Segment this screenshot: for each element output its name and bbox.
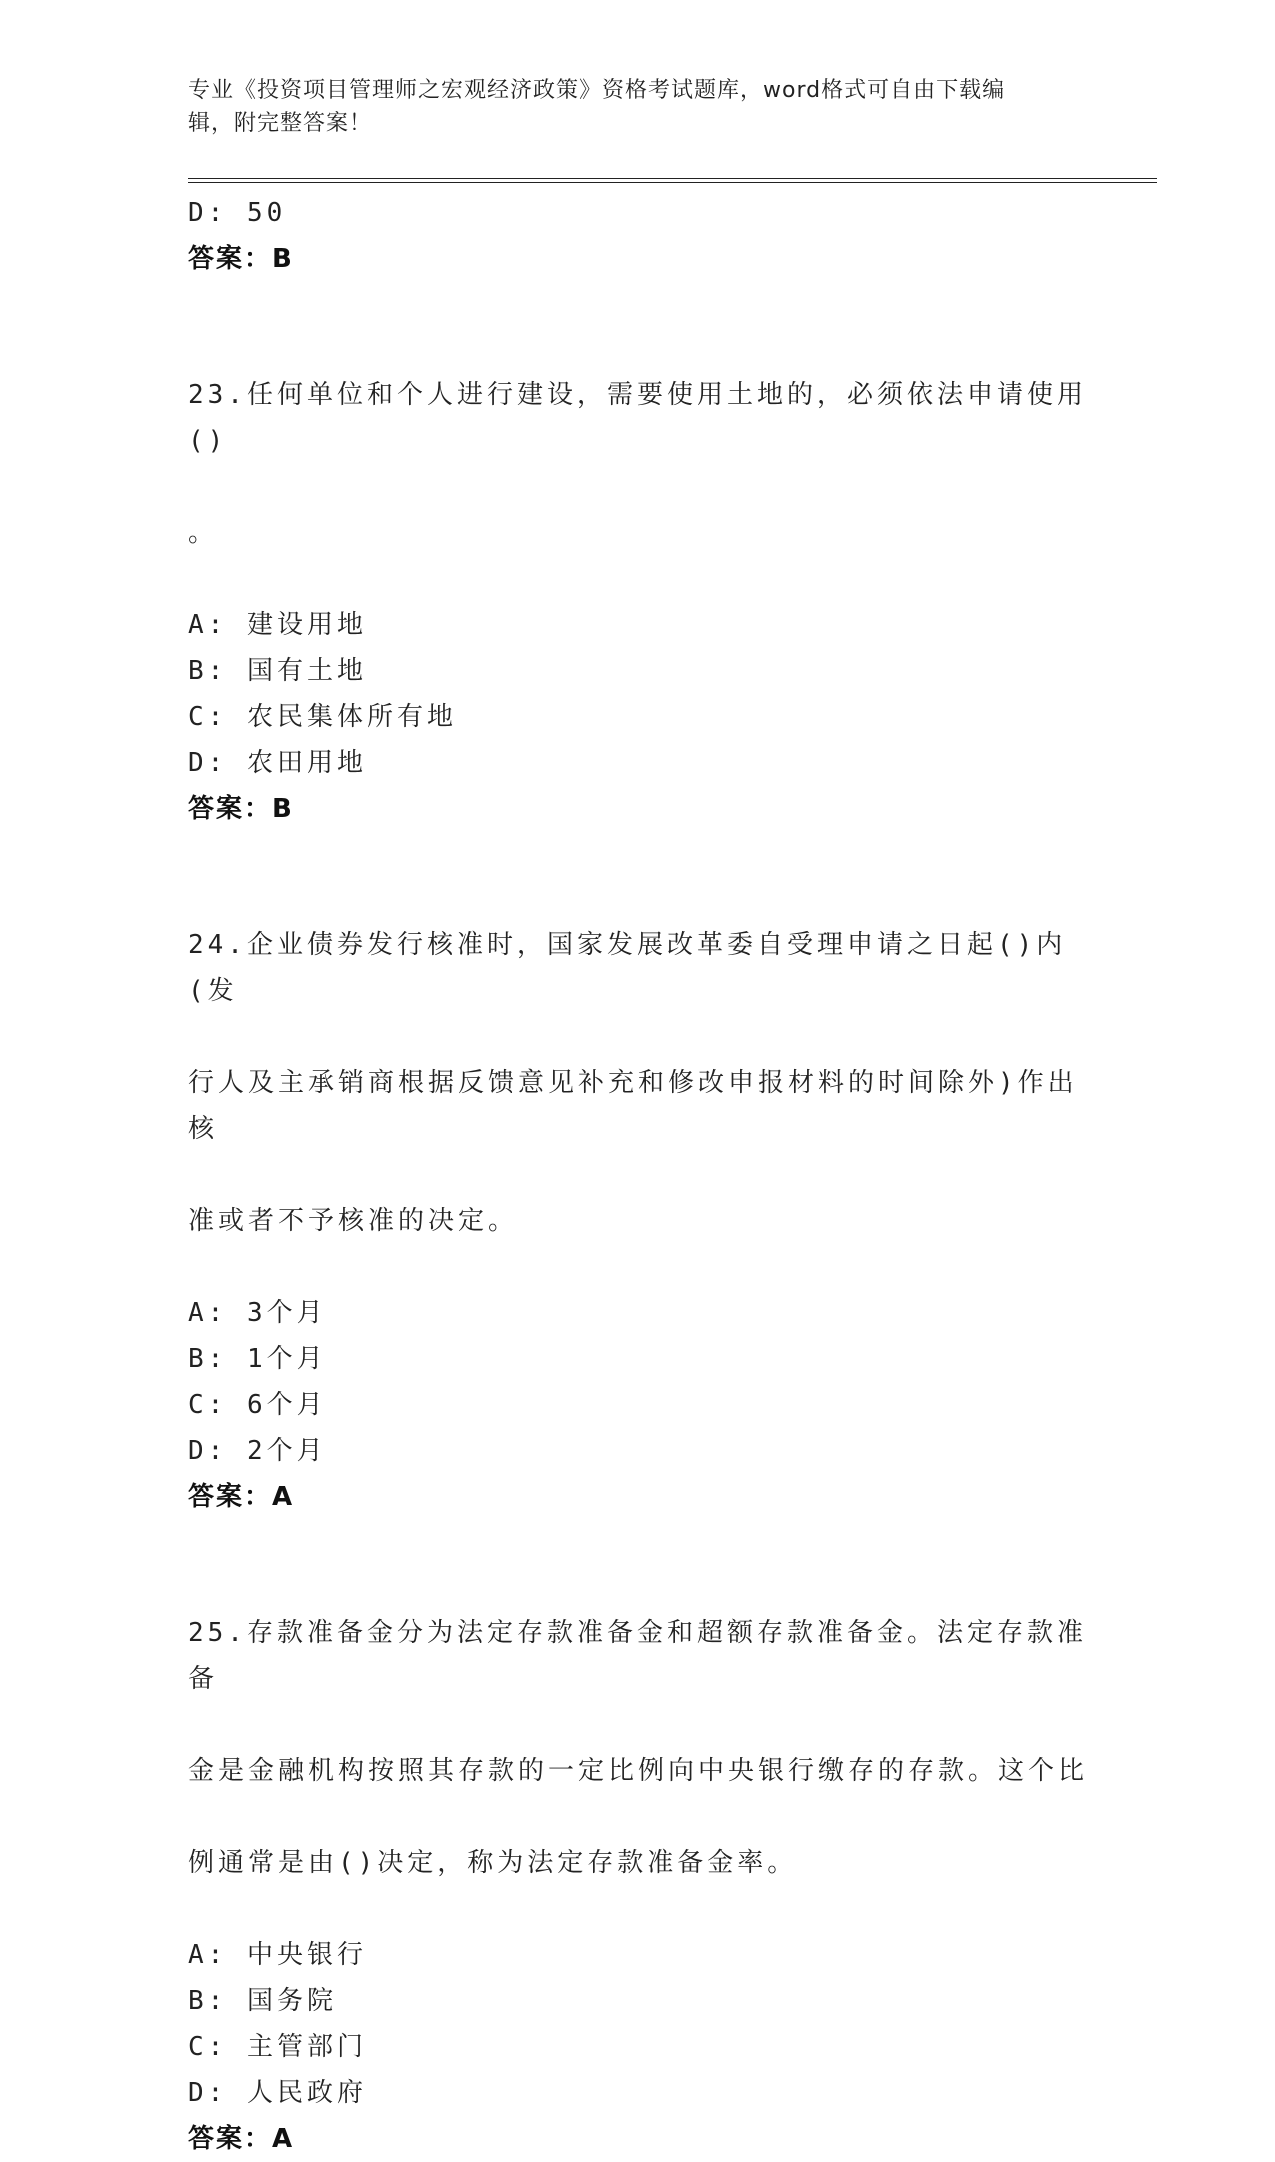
question-text-line: 25.存款准备金分为法定存款准备金和超额存款准备金。法定存款准备 [188,1618,1087,1694]
previous-question-tail [188,190,1088,282]
document-header [188,74,1088,140]
question-text-line: 24.企业债券发行核准时，国家发展改革委自受理申请之日起()内(发 [188,930,1067,1006]
answer-label: 答案：A [188,1482,295,1512]
option-c: C: 6个月 [188,1390,327,1420]
question-23 [188,326,1088,832]
question-text [188,326,1088,602]
option-b: B: 1个月 [188,1344,327,1374]
option-d: D: 人民政府 [188,2078,367,2108]
option-d: D: 农田用地 [188,748,367,778]
header-line-1: 专业《投资项目管理师之宏观经济政策》资格考试题库，word格式可自由下载编 [188,78,1006,103]
option-c: C: 农民集体所有地 [188,702,457,732]
question-text-line: 。 [188,518,219,548]
option-a: A: 3个月 [188,1298,327,1328]
option-c: C: 主管部门 [188,2032,367,2062]
question-text-line: 例通常是由()决定，称为法定存款准备金率。 [188,1848,798,1878]
option-a: A: 建设用地 [188,610,367,640]
question-text-line: 金是金融机构按照其存款的一定比例向中央银行缴存的存款。这个比 [188,1756,1089,1786]
question-text-line: 行人及主承销商根据反馈意见补充和修改申报材料的时间除外)作出核 [188,1068,1078,1144]
answer-label: 答案：B [188,244,294,274]
question-25 [188,1564,1088,2162]
option-a: A: 中央银行 [188,1940,367,1970]
option-b: B: 国有土地 [188,656,367,686]
option-b: B: 国务院 [188,1986,337,2016]
option-d: D: 2个月 [188,1436,327,1466]
answer-label: 答案：A [188,2124,295,2154]
question-24 [188,876,1088,1520]
header-line-2: 辑，附完整答案！ [188,111,373,136]
question-text-line: 准或者不予核准的决定。 [188,1206,519,1236]
option-d: D: 50 [188,198,287,228]
answer-label: 答案：B [188,794,294,824]
header-divider [188,178,1157,183]
question-text [188,1564,1088,1932]
question-text [188,876,1088,1290]
question-list [188,190,1088,2162]
question-text-line: 23.任何单位和个人进行建设，需要使用土地的，必须依法申请使用() [188,380,1087,456]
